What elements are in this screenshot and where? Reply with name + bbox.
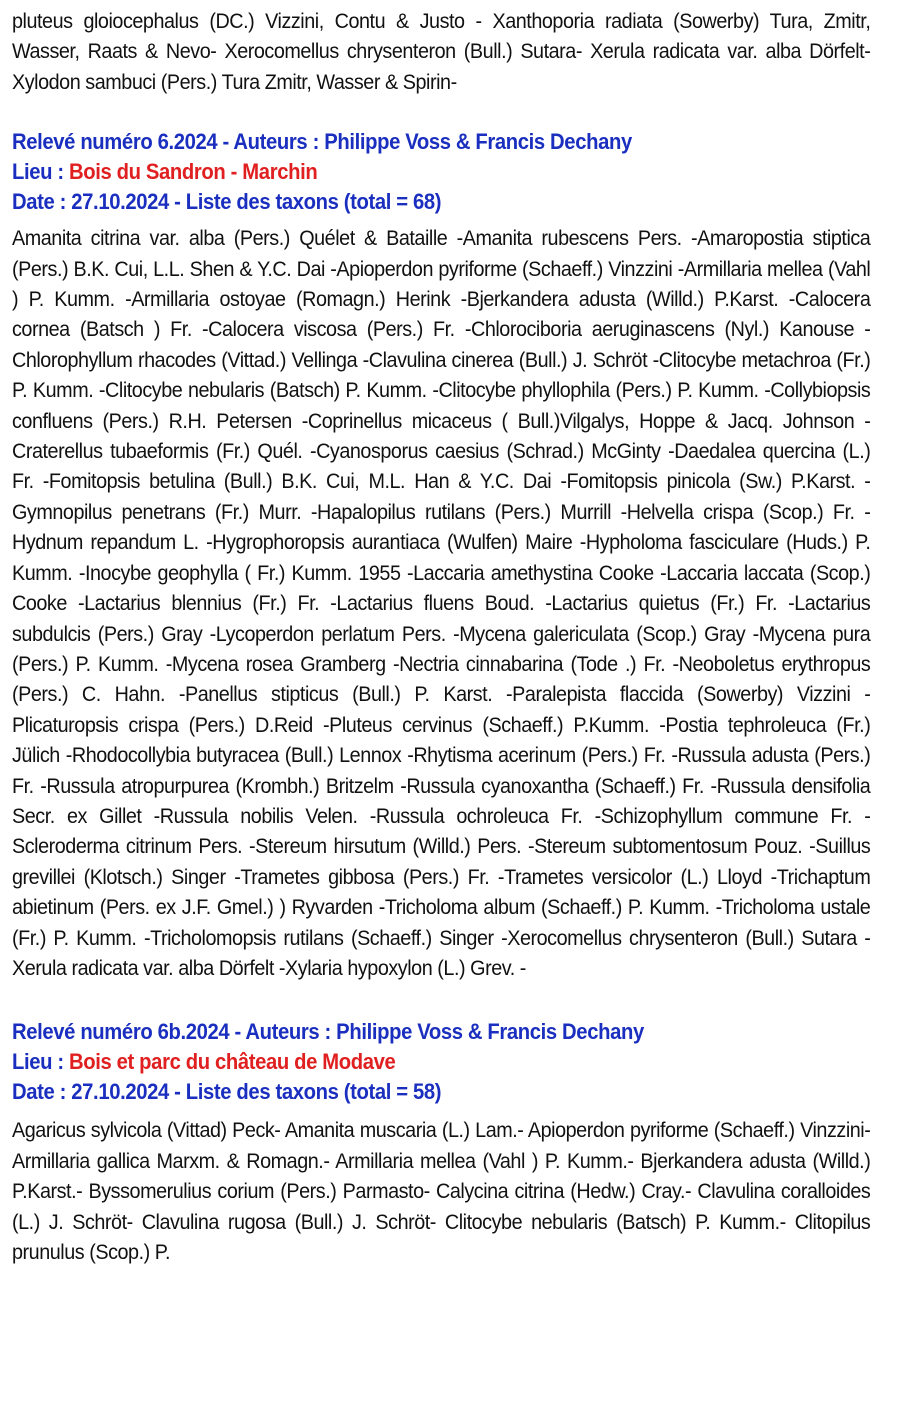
taxa-list: Amanita citrina var. alba (Pers.) Quélet & Bataille -Amanita rubescens Pers. -Amaropostia stiptica (Pers.) B.K. Cui, L.L. Shen & Y.C. Dai -Apioperdon pyriforme (Schaeff.) Vinzzini -Armillaria mellea (Vahl ) P. Kumm. -Armillaria ostoyae (Romagn.) Herink -Bjerkandera adusta (Willd.) P.Karst. -Calocera cornea (Batsch ) Fr. -Calocera viscosa (Pers.) Fr. -Chlorociboria aeruginascens (Nyl.) Kanouse -Chlorophyllum rhacodes (Vittad.) Vellinga -Clavulina cinerea (Bull.) J. Schröt -Clitocybe metachroa (Fr.) P. Kumm. -Clitocybe nebularis (Batsch) P. Kumm. -Clitocybe phyllophila (Pers.) P. Kumm. -Collybiopsis confluens (Pers.) R.H. Petersen -Coprinellus micaceus ( Bull.)Vilgalys, Hoppe & Jacq. Johnson -Craterellus tubaeformis (Fr.) Quél. -Cyanosporus caesius (Schrad.) McGinty -Daedalea quercina (L.) Fr. -Fomitopsis betulina (Bull.) B.K. Cui, M.L. Han & Y.C. Dai -Fomitopsis pinicola (Sw.) P.Karst. -Gymnopilus penetrans (Fr.) Murr. -Hapalopilus rutilans (Pers.) Murrill -Helvella crispa (Scop.) Fr. -Hydnum repandum L. -Hygrophoropsis aurantiaca (Wulfen) Maire -Hypholoma fasciculare (Huds.) P. Kumm. -Inocybe geophylla ( Fr.) Kumm. 1955 -Laccaria amethystina Cooke -Laccaria laccata (Scop.) Cooke -Lactarius blennius (Fr.) Fr. -Lactarius fluens Boud. -Lactarius quietus (Fr.) Fr. -Lactarius subdulcis (Pers.) Gray -Lycoperdon perlatum Pers. -Mycena galericulata (Scop.) Gray -Mycena pura (Pers.) P. Kumm. -Mycena rosea Gramberg -Nectria cinnabarina (Tode .) Fr. -Neoboletus erythropus (Pers.) C. Hahn. -Panellus stipticus (Bull.) P. Karst. -Paralepista flaccida (Sowerby) Vizzini -Plicaturopsis crispa (Pers.) D.Reid -Pluteus cervinus (Schaeff.) P.Kumm. -Postia tephroleuca (Fr.) Jülich -Rhodocollybia butyracea (Bull.) Lennox -Rhytisma acerinum (Pers.) Fr. -Russula adusta (Pers.) Fr. -Russula atropurpurea (Krombh.) Britzelm -Russula cyanoxantha (Schaeff.) Fr. -Russula densifolia Secr. ex Gillet -Russula nobilis Velen. -Russula ochroleuca Fr. -Schizophyllum commune Fr. -Scleroderma citrinum Pers. -Stereum hirsutum (Willd.) Pers. -Stereum subtomentosum Pouz. -Suillus grevillei (Klotsch.) Singer -Trametes gibbosa (Pers.) Fr. -Trametes versicolor (L.) Lloyd -Trichaptum abietinum (Pers. ex J.F. Gmel.) ) Ryvarden -Tricholoma album (Schaeff.) P. Kumm. -Tricholoma ustale (Fr.) P. Kumm. -Tricholomopsis rutilans (Schaeff.) Singer -Xerocomellus chrysenteron (Bull.) Sutara -Xerula radicata var. alba Dörfelt -Xylaria hypoxylon (L.) Grev. - xyxy=(12,226,871,980)
releve-location xyxy=(12,1047,801,1077)
location-label: Lieu : xyxy=(12,159,70,185)
releve-title: Relevé numéro 6.2024 - Auteurs : Philippe Voss & Francis Dechany xyxy=(12,129,632,155)
releve-date: Date : 27.10.2024 - Liste des taxons (total = 68) xyxy=(12,189,442,215)
releve-6-2024 xyxy=(12,127,870,983)
releve-title: Relevé numéro 6b.2024 - Auteurs : Philippe Voss & Francis Dechany xyxy=(12,1019,644,1045)
taxa-list: Agaricus sylvicola (Vittad) Peck- Amanita muscaria (L.) Lam.- Apioperdon pyriforme (Schaeff.) Vinzzini- Armillaria gallica Marxm. & Romagn.- Armillaria mellea (Vahl ) P. Kumm.- Bjerkandera adusta (Willd.) P.Karst.- Byssomerulius corium (Pers.) Parmasto- Calycina citrina (Hedw.) Cray.- Clavulina coralloides (L.) J. Schröt- Clavulina rugosa (Bull.) J. Schröt- Clitocybe nebularis (Batsch) P. Kumm.- Clitopilus prunulus (Scop.) P. xyxy=(12,1118,871,1264)
releve-6b-2024 xyxy=(12,1017,870,1267)
location-label: Lieu : xyxy=(12,1049,70,1075)
location-value: Bois du Sandron - Marchin xyxy=(69,159,318,185)
releve-location xyxy=(12,157,801,187)
document-page xyxy=(12,6,870,1267)
releve-date: Date : 27.10.2024 - Liste des taxons (total = 58) xyxy=(12,1079,442,1105)
location-value: Bois et parc du château de Modave xyxy=(69,1049,396,1075)
intro-paragraph: pluteus gloiocephalus (DC.) Vizzini, Contu & Justo - Xanthoporia radiata (Sowerby) Tura, Zmitr, Wasser, Raats & Nevo- Xerocomellus chrysenteron (Bull.) Sutara- Xerula radicata var. alba Dörfelt- Xylodon sambuci (Pers.) Tura Zmitr, Wasser & Spirin- xyxy=(12,9,871,94)
